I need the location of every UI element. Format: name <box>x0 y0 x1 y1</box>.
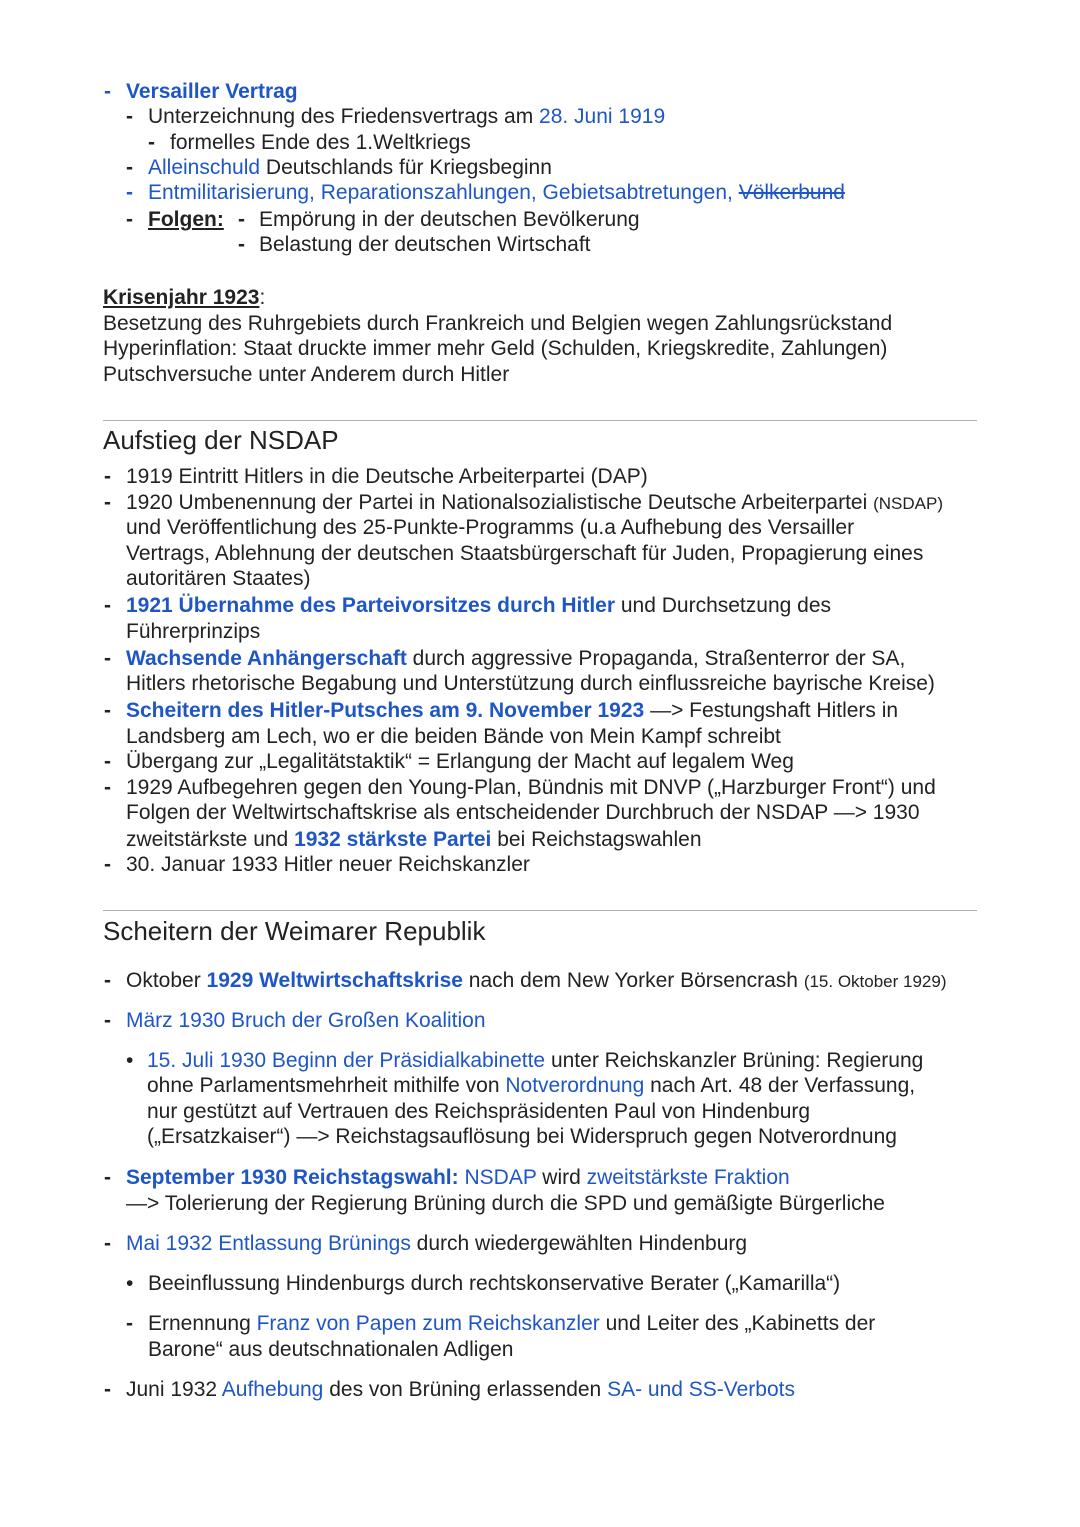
bullet-dot: • <box>126 1272 134 1295</box>
struck-text: Völkerbund <box>738 181 845 204</box>
list-item: 1919 Eintritt Hitlers in die Deutsche Arbeiterpartei (DAP) <box>126 465 648 488</box>
versailles-title: Versailler Vertrag <box>126 80 298 103</box>
list-item: Wachsende Anhängerschaft durch aggressive Propaganda, Straßenterror der SA, <box>126 647 906 670</box>
list-dash: - <box>104 853 111 876</box>
list-item: Beeinflussung Hindenburgs durch rechtskonservative Berater („Kamarilla“) <box>148 1272 841 1295</box>
list-item-continued: autoritären Staates) <box>126 567 311 590</box>
list-item-continued: nur gestützt auf Vertrauen des Reichspräsidenten Paul von Hindenburg <box>147 1100 811 1123</box>
list-item-continued: Führerprinzips <box>126 620 261 643</box>
list-item: formelles Ende des 1.Weltkriegs <box>170 131 471 154</box>
list-item: 1921 Übernahme des Parteivorsitzes durch Hitler und Durchsetzung des <box>126 594 831 617</box>
list-item: Übergang zur „Legalitätstaktik“ = Erlangung der Macht auf legalem Weg <box>126 750 794 773</box>
list-item: 30. Januar 1933 Hitler neuer Reichskanzler <box>126 853 530 876</box>
list-dash: - <box>126 156 133 179</box>
list-dash: - <box>126 105 133 128</box>
list-dash: - <box>104 1009 111 1032</box>
list-item: September 1930 Reichstagswahl: NSDAP wird zweitstärkste Fraktion <box>126 1166 790 1189</box>
bullet-dot: • <box>126 1049 134 1072</box>
list-dash: - <box>126 1312 133 1335</box>
list-item-continued: und Veröffentlichung des 25-Punkte-Programms (u.a Aufhebung des Versailler <box>126 516 855 539</box>
list-dash: - <box>238 233 245 256</box>
list-item-continued: Landsberg am Lech, wo er die beiden Bände von Mein Kampf schreibt <box>126 725 781 748</box>
list-dash: - <box>104 1232 111 1255</box>
list-dash: - <box>104 750 111 773</box>
list-dash: - <box>104 969 111 992</box>
list-item: Scheitern des Hitler-Putsches am 9. November 1923 —> Festungshaft Hitlers in <box>126 699 899 722</box>
list-item: Alleinschuld Deutschlands für Kriegsbeginn <box>148 156 552 179</box>
list-dash: - <box>104 1378 111 1401</box>
list-item: Empörung in der deutschen Bevölkerung <box>259 208 640 231</box>
section-divider <box>103 910 977 911</box>
crisis-title: Krisenjahr 1923: <box>103 286 266 309</box>
list-item-continued: Barone“ aus deutschnationalen Adligen <box>148 1338 514 1361</box>
list-dash: - <box>104 1166 111 1189</box>
list-dash: - <box>148 131 155 154</box>
list-item-continued: zweitstärkste und 1932 stärkste Partei bei Reichstagswahlen <box>126 828 702 851</box>
list-dash: - <box>238 208 245 231</box>
list-item: Belastung der deutschen Wirtschaft <box>259 233 591 256</box>
crisis-line: Putschversuche unter Anderem durch Hitler <box>103 363 510 386</box>
list-item-continued: —> Tolerierung der Regierung Brüning durch die SPD und gemäßigte Bürgerliche <box>126 1192 885 1215</box>
section-heading-weimar: Scheitern der Weimarer Republik <box>103 916 486 946</box>
list-item: 1920 Umbenennung der Partei in Nationalsozialistische Deutsche Arbeiterpartei (NSDAP) <box>126 491 944 514</box>
list-item: Juni 1932 Aufhebung des von Brüning erlassenden SA- und SS-Verbots <box>126 1378 795 1401</box>
list-item-continued: ohne Parlamentsmehrheit mithilfe von Notverordnung nach Art. 48 der Verfassung, <box>147 1074 916 1097</box>
list-item: März 1930 Bruch der Großen Koalition <box>126 1009 486 1032</box>
date-highlight: 28. Juni 1919 <box>539 105 666 128</box>
list-dash: - <box>104 647 111 670</box>
list-item-continued: Hitlers rhetorische Begabung und Unterstützung durch einflussreiche bayrische Kreise) <box>126 672 935 695</box>
list-item-continued: Vertrags, Ablehnung der deutschen Staatsbürgerschaft für Juden, Propagierung eines <box>126 542 924 565</box>
list-dash: - <box>126 181 133 204</box>
list-dash: - <box>104 465 111 488</box>
list-item: 1929 Aufbegehren gegen den Young-Plan, Bündnis mit DNVP („Harzburger Front“) und <box>126 776 936 799</box>
list-item-continued: Folgen der Weltwirtschaftskrise als entscheidender Durchbruch der NSDAP —> 1930 <box>126 801 920 824</box>
list-dash: - <box>104 699 111 722</box>
list-item: Ernennung Franz von Papen zum Reichskanzler und Leiter des „Kabinetts der <box>148 1312 876 1335</box>
crisis-line: Besetzung des Ruhrgebiets durch Frankreich und Belgien wegen Zahlungsrückstand <box>103 312 893 335</box>
crisis-line: Hyperinflation: Staat druckte immer mehr Geld (Schulden, Kriegskredite, Zahlungen) <box>103 337 888 360</box>
consequences-label: Folgen: <box>148 208 224 231</box>
list-item: Entmilitarisierung, Reparationszahlungen, Gebietsabtretungen, Völkerbund <box>148 181 845 204</box>
list-item: Oktober 1929 Weltwirtschaftskrise nach dem New Yorker Börsencrash (15. Oktober 1929) <box>126 969 947 992</box>
list-dash: - <box>126 208 133 231</box>
list-dash: - <box>104 491 111 514</box>
section-divider <box>103 420 977 421</box>
list-item-continued: („Ersatzkaiser“) —> Reichstagsauflösung bei Widerspruch gegen Notverordnung <box>147 1125 897 1148</box>
section-heading-nsdap: Aufstieg der NSDAP <box>103 425 339 455</box>
list-item: Mai 1932 Entlassung Brünings durch wiedergewählten Hindenburg <box>126 1232 748 1255</box>
list-item: 15. Juli 1930 Beginn der Präsidialkabinette unter Reichskanzler Brüning: Regierung <box>147 1049 924 1072</box>
list-dash: - <box>104 776 111 799</box>
list-dash: - <box>104 80 111 103</box>
list-dash: - <box>104 594 111 617</box>
list-item: Unterzeichnung des Friedensvertrags am 28. Juni 1919 <box>148 105 666 128</box>
